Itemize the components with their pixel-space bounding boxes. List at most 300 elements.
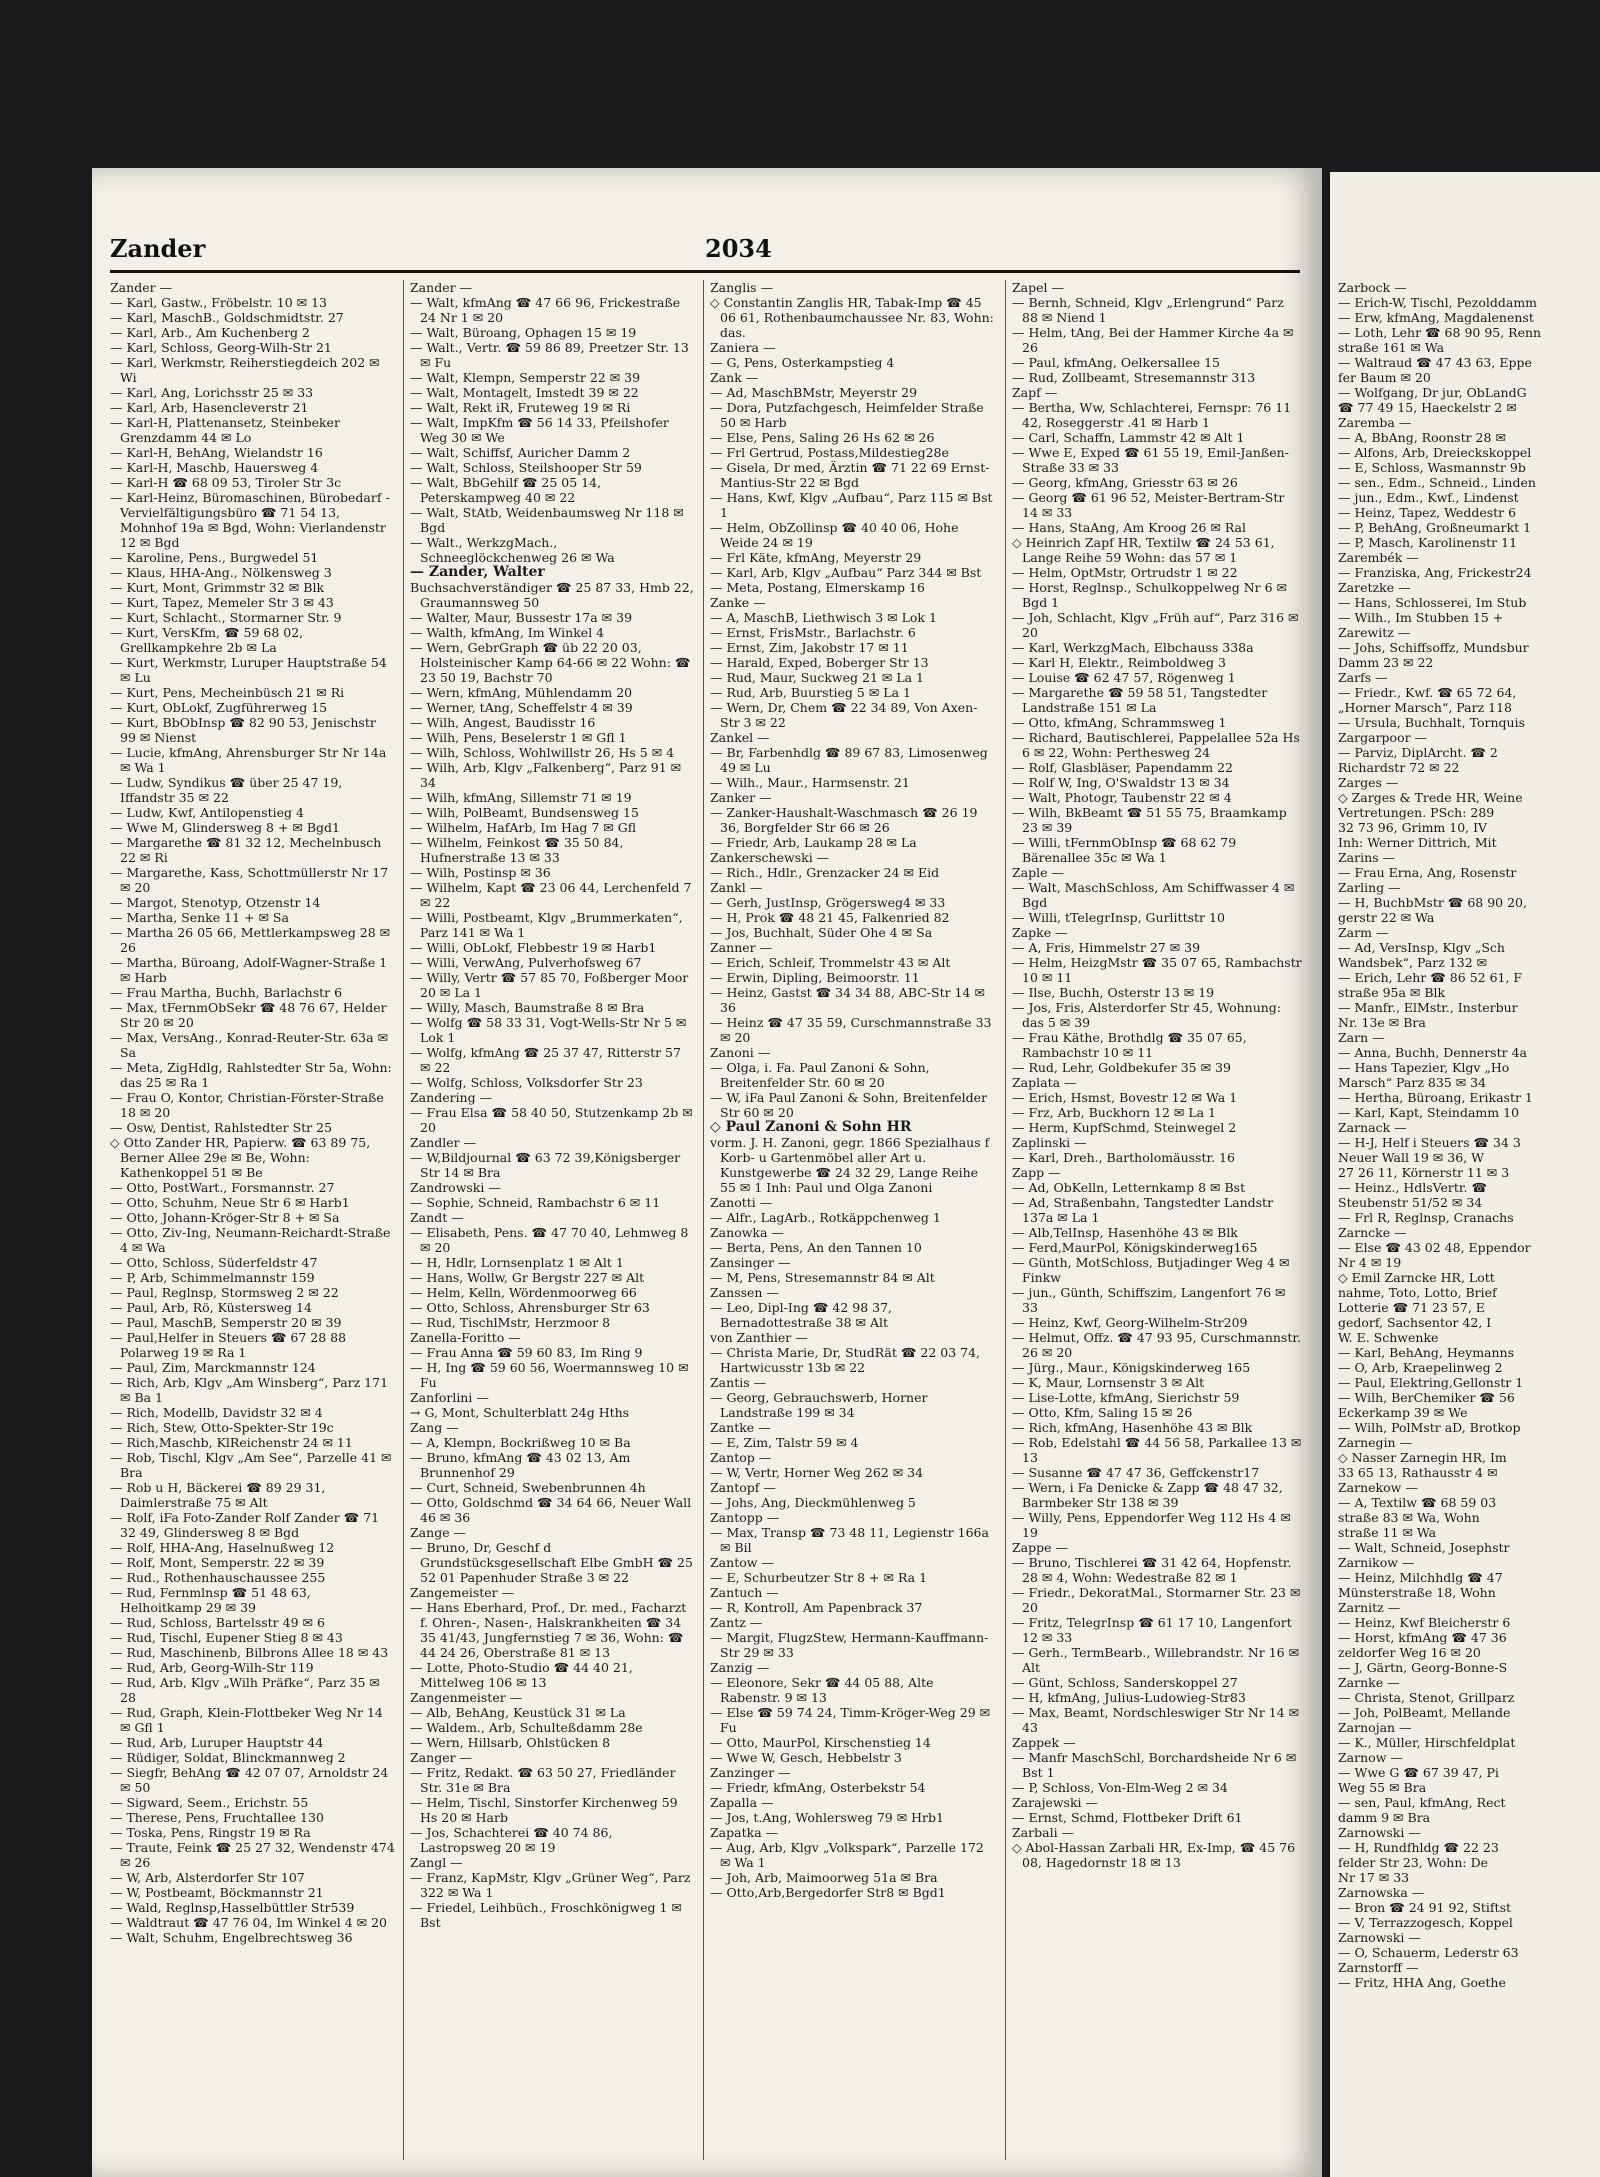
directory-entry: Zanoni — xyxy=(710,1045,771,1060)
directory-entry: — Joh, Schlacht, Klgv „Früh auf“, Parz 316 ✉ 20 xyxy=(1012,610,1299,640)
facing-entry: — P, BehAng, Großneumarkt 1 xyxy=(1338,520,1532,535)
directory-entry: Zaplata — xyxy=(1012,1075,1077,1090)
directory-entry: — Helm, HeizgMstr ☎ 35 07 65, Rambachstr 10 ✉ 11 xyxy=(1012,955,1302,985)
directory-entry: Zaniera — xyxy=(710,340,776,355)
directory-entry: — Otto, Goldschmd ☎ 34 64 66, Neuer Wall 46 ✉ 36 xyxy=(410,1495,692,1525)
directory-entry: — Bruno, Tischlerei ☎ 31 42 64, Hopfenstr. 28 ✉ 4, Wohn: Wedestraße 82 ✉ 1 xyxy=(1012,1555,1292,1585)
directory-entry: Zantke — xyxy=(710,1420,771,1435)
directory-entry: Zanker — xyxy=(710,790,772,805)
directory-entry: — A, Fris, Himmelstr 27 ✉ 39 xyxy=(1012,940,1201,955)
directory-entry: — Frau O, Kontor, Christian-Förster-Straße 18 ✉ 20 xyxy=(110,1090,384,1120)
directory-entry: — Rud, Fernmlnsp ☎ 51 48 63, Helhoitkamp 29 ✉ 39 xyxy=(110,1585,311,1615)
directory-entry: — Wern, kfmAng, Mühlendamm 20 xyxy=(410,685,633,700)
directory-entry: Zapalla — xyxy=(710,1795,774,1810)
facing-entry: damm 9 ✉ Bra xyxy=(1338,1810,1431,1825)
facing-entry: — sen, Paul, kfmAng, Rect xyxy=(1338,1795,1506,1810)
directory-entry: — Otto, Schloss, Ahrensburger Str 63 xyxy=(410,1300,650,1315)
directory-entry: — Johs, Ang, Dieckmühlenweg 5 xyxy=(710,1495,916,1510)
directory-entry: — Meta, Postang, Elmerskamp 16 xyxy=(710,580,925,595)
directory-entry: — Jos, Schachterei ☎ 40 74 86, Lastropsweg 20 ✉ 19 xyxy=(410,1825,613,1855)
directory-entry: vorm. J. H. Zanoni, gegr. 1866 Spezialhaus f Korb- u Gartenmöbel aller Art u. Kunstgewerbe ☎ 24 32 29, Lange Reihe 55 ✉ 1 Inh: Paul und Olga Zanoni xyxy=(710,1135,990,1195)
directory-entry: — Bertha, Ww, Schlachterei, Fernspr: 76 11 42, Roseggerstr .41 ✉ Harb 1 xyxy=(1012,400,1292,430)
directory-entry: — Sophie, Schneid, Rambachstr 6 ✉ 11 xyxy=(410,1195,661,1210)
facing-entry: — O, Schauerm, Lederstr 63 xyxy=(1338,1945,1519,1960)
facing-entry: — H-J, Helf i Steuers ☎ 34 3 xyxy=(1338,1135,1521,1150)
directory-entry: — Rolf, Mont, Semperstr. 22 ✉ 39 xyxy=(110,1555,325,1570)
facing-entry: Zarnowski — xyxy=(1338,1930,1421,1945)
facing-entry: — Frau Erna, Ang, Rosenstr xyxy=(1338,865,1517,880)
directory-entry: — Heinz, Gastst ☎ 34 34 88, ABC-Str 14 ✉ 36 xyxy=(710,985,985,1015)
facing-entry: — Bron ☎ 24 91 92, Stiftst xyxy=(1338,1900,1512,1915)
facing-entry: — H, BuchbMstr ☎ 68 90 20, xyxy=(1338,895,1527,910)
directory-entry: Zangemeister — xyxy=(410,1585,515,1600)
directory-entry: — Otto, Kfm, Saling 15 ✉ 26 xyxy=(1012,1405,1193,1420)
directory-entry: — Frl Gertrud, Postass,Mildestieg28e xyxy=(710,445,949,460)
directory-entry: — Otto, Ziv-Ing, Neumann-Reichardt-Straße 4 ✉ Wa xyxy=(110,1225,391,1255)
directory-entry: — Carl, Schaffn, Lammstr 42 ✉ Alt 1 xyxy=(1012,430,1245,445)
directory-entry: Zantuch — xyxy=(710,1585,779,1600)
column-divider xyxy=(703,280,704,2160)
facing-entry: — Hertha, Büroang, Erikastr 1 xyxy=(1338,1090,1533,1105)
directory-entry: — Zander, Walter xyxy=(410,564,545,580)
directory-entry: Zappek — xyxy=(1012,1735,1076,1750)
directory-entry: — Ludw, Syndikus ☎ über 25 47 19, Iffandstr 35 ✉ 22 xyxy=(110,775,343,805)
facing-entry: — Heinz., HdlsVertr. ☎ xyxy=(1338,1180,1488,1195)
facing-entry: — Horst, kfmAng ☎ 47 36 xyxy=(1338,1630,1507,1645)
directory-entry: Zapp — xyxy=(1012,1165,1061,1180)
directory-entry: — Curt, Schneid, Swebenbrunnen 4h xyxy=(410,1480,646,1495)
directory-entry: — Wilhelm, Feinkost ☎ 35 50 84, Hufnerstraße 13 ✉ 33 xyxy=(410,835,624,865)
directory-entry: — Dora, Putzfachgesch, Heimfelder Straße 50 ✉ Harb xyxy=(710,400,984,430)
directory-entry: — Kurt, Tapez, Memeler Str 3 ✉ 43 xyxy=(110,595,334,610)
directory-entry: Zarajewski — xyxy=(1012,1795,1098,1810)
directory-entry: — Helm, ObZollinsp ☎ 40 40 06, Hohe Weide 24 ✉ 19 xyxy=(710,520,959,550)
facing-entry: Zarbock — xyxy=(1338,280,1407,295)
facing-entry: — Christa, Stenot, Grillparz xyxy=(1338,1690,1515,1705)
directory-entry: — Max, Beamt, Nordschleswiger Str Nr 14 ✉ 43 xyxy=(1012,1705,1300,1735)
directory-entry: — Gerh., TermBearb., Willebrandstr. Nr 16 ✉ Alt xyxy=(1012,1645,1300,1675)
directory-entry: — H, kfmAng, Julius-Ludowieg-Str83 xyxy=(1012,1690,1246,1705)
directory-entry: — Alb, BehAng, Keustück 31 ✉ La xyxy=(410,1705,626,1720)
directory-entry: — P, Schloss, Von-Elm-Weg 2 ✉ 34 xyxy=(1012,1780,1228,1795)
facing-entry: Zarnikow — xyxy=(1338,1555,1415,1570)
facing-entry: 32 73 96, Grimm 10, IV xyxy=(1338,820,1488,835)
facing-entry: Nr 17 ✉ 33 xyxy=(1338,1870,1410,1885)
running-head-surname: Zander xyxy=(110,234,206,263)
directory-entry: — Rud., Rothenhauschaussee 255 xyxy=(110,1570,326,1585)
directory-entry: Zarbali — xyxy=(1012,1825,1075,1840)
directory-entry: — W,Bildjournal ☎ 63 72 39,Königsberger Str 14 ✉ Bra xyxy=(410,1150,681,1180)
directory-entry: — Friedel, Leihbüch., Froschkönigweg 1 ✉ Bst xyxy=(410,1900,682,1930)
directory-entry: — Wolfg, Schloss, Volksdorfer Str 23 xyxy=(410,1075,643,1090)
directory-entry: — W, Vertr, Horner Weg 262 ✉ 34 xyxy=(710,1465,924,1480)
directory-entry: — Otto, Schuhm, Neue Str 6 ✉ Harb1 xyxy=(110,1195,350,1210)
directory-entry: — Kurt, VersKfm, ☎ 59 68 02, Grellkampkehre 2b ✉ La xyxy=(110,625,304,655)
column-1 xyxy=(110,280,395,2160)
facing-entry: Münsterstraße 18, Wohn xyxy=(1338,1585,1496,1600)
directory-entry: — Bernh, Schneid, Klgv „Erlengrund“ Parz 88 ✉ Niend 1 xyxy=(1012,295,1284,325)
directory-entry: Zantz — xyxy=(710,1615,763,1630)
directory-entry: — Rud, Zollbeamt, Stresemannstr 313 xyxy=(1012,370,1256,385)
directory-entry: — Rud, Schloss, Bartelsstr 49 ✉ 6 xyxy=(110,1615,325,1630)
directory-entry: — Otto, Johann-Kröger-Str 8 + ✉ Sa xyxy=(110,1210,340,1225)
directory-entry: — Rich., Hdlr., Grenzacker 24 ✉ Eid xyxy=(710,865,940,880)
facing-entry: — V, Terrazzogesch, Koppel xyxy=(1338,1915,1513,1930)
directory-entry: — Karl, Ang, Lorichsstr 25 ✉ 33 xyxy=(110,385,314,400)
directory-entry: Zankl — xyxy=(710,880,763,895)
directory-entry: Zapel — xyxy=(1012,280,1065,295)
facing-entry: Zarins — xyxy=(1338,850,1396,865)
directory-entry: — Max, Transp ☎ 73 48 11, Legienstr 166a ✉ Bil xyxy=(710,1525,989,1555)
directory-entry: Zapke — xyxy=(1012,925,1068,940)
directory-entry: — Kurt, BbObInsp ☎ 82 90 53, Jenischstr 99 ✉ Nienst xyxy=(110,715,376,745)
directory-entry: — Klaus, HHA-Ang., Nölkensweg 3 xyxy=(110,565,332,580)
directory-entry: — Margarethe, Kass, Schottmüllerstr Nr 17 ✉ 20 xyxy=(110,865,389,895)
directory-entry: — Lise-Lotte, kfmAng, Sierichstr 59 xyxy=(1012,1390,1240,1405)
facing-entry: — Wilh, BerChemiker ☎ 56 xyxy=(1338,1390,1515,1405)
directory-entry: — Wern, GebrGraph ☎ üb 22 20 03, Holsteinischer Kamp 64-66 ✉ 22 Wohn: ☎ 23 50 19, Bachstr 70 xyxy=(410,640,691,685)
directory-entry: — Karl, MaschB., Goldschmidtstr. 27 xyxy=(110,310,344,325)
facing-entry: — Waltraud ☎ 47 43 63, Eppe xyxy=(1338,355,1532,370)
directory-entry: — Paul, kfmAng, Oelkersallee 15 xyxy=(1012,355,1220,370)
facing-entry: straße 161 ✉ Wa xyxy=(1338,340,1445,355)
directory-entry: — Therese, Pens, Fruchtallee 130 xyxy=(110,1810,324,1825)
facing-entry: — Anna, Buchh, Dennerstr 4a xyxy=(1338,1045,1527,1060)
directory-entry: — Walt., WerkzgMach., Schneeglöckchenweg 26 ✉ Wa xyxy=(410,535,615,565)
directory-entry: — Hans, StaAng, Am Kroog 26 ✉ Ral xyxy=(1012,520,1246,535)
directory-entry: — Wilh, Schloss, Wohlwillstr 26, Hs 5 ✉ 4 xyxy=(410,745,675,760)
directory-entry: — Rob u H, Bäckerei ☎ 89 29 31, Daimlerstraße 75 ✉ Alt xyxy=(110,1480,326,1510)
directory-entry: — Margit, FlugzStew, Hermann-Kauffmann-Str 29 ✉ 33 xyxy=(710,1630,989,1660)
facing-entry: Zarnke — xyxy=(1338,1675,1400,1690)
facing-entry: 33 65 13, Rathausstr 4 ✉ xyxy=(1338,1465,1498,1480)
directory-entry: — Lucie, kfmAng, Ahrensburger Str Nr 14a ✉ Wa 1 xyxy=(110,745,387,775)
directory-entry: — Rud, Arb, Georg-Wilh-Str 119 xyxy=(110,1660,314,1675)
directory-entry: Zandt — xyxy=(410,1210,464,1225)
directory-entry: Zang — xyxy=(410,1420,459,1435)
directory-entry: — Lotte, Photo-Studio ☎ 44 40 21, Mittelweg 106 ✉ 13 xyxy=(410,1660,633,1690)
directory-entry: — Ad, Straßenbahn, Tangstedter Landstr 137a ✉ La 1 xyxy=(1012,1195,1274,1225)
directory-entry: — Paul,Helfer in Steuers ☎ 67 28 88 Polarweg 19 ✉ Ra 1 xyxy=(110,1330,347,1360)
directory-entry: Zandering — xyxy=(410,1090,493,1105)
directory-entry: — Wilh, BkBeamt ☎ 51 55 75, Braamkamp 23 ✉ 39 xyxy=(1012,805,1287,835)
directory-entry: — Walt, Klempn, Semperstr 22 ✉ 39 xyxy=(410,370,641,385)
directory-entry: — Jos, Fris, Alsterdorfer Str 45, Wohnung: das 5 ✉ 39 xyxy=(1012,1000,1282,1030)
directory-entry: — Rud, Maur, Suckweg 21 ✉ La 1 xyxy=(710,670,925,685)
facing-entry: — Wolfgang, Dr jur, ObLandG xyxy=(1338,385,1527,400)
facing-entry: Steubenstr 51/52 ✉ 34 xyxy=(1338,1195,1483,1210)
directory-entry: — Olga, i. Fa. Paul Zanoni & Sohn, Breitenfelder Str. 60 ✉ 20 xyxy=(710,1060,930,1090)
directory-entry: — A, Klempn, Bockrißweg 10 ✉ Ba xyxy=(410,1435,631,1450)
directory-entry: — Walt, Photogr, Taubenstr 22 ✉ 4 xyxy=(1012,790,1232,805)
directory-entry: — Georg, Gebrauchswerb, Horner Landstraße 199 ✉ 34 xyxy=(710,1390,928,1420)
facing-entry: — Heinz, Milchhdlg ☎ 47 xyxy=(1338,1570,1503,1585)
directory-entry: — Rud, Arb, Luruper Hauptstr 44 xyxy=(110,1735,324,1750)
directory-entry: — Willi, tTelegrInsp, Gurlittstr 10 xyxy=(1012,910,1225,925)
directory-entry: ◇ Abol-Hassan Zarbali HR, Ex-Imp, ☎ 45 76 08, Hagedornstr 18 ✉ 13 xyxy=(1012,1840,1296,1870)
facing-entry: Inh: Werner Dittrich, Mit xyxy=(1338,835,1497,850)
directory-entry: — Harald, Exped, Boberger Str 13 xyxy=(710,655,929,670)
directory-entry: — Karl-Heinz, Büromaschinen, Bürobedarf - Vervielfältigungsbüro ☎ 71 54 13, Mohnhof 19a ✉ Bgd, Wohn: Vierlandenstr 12 ✉ Bgd xyxy=(110,490,390,550)
facing-entry: Zaretzke — xyxy=(1338,580,1411,595)
facing-entry: Weg 55 ✉ Bra xyxy=(1338,1780,1427,1795)
directory-entry: — Martha, Büroang, Adolf-Wagner-Straße 1 ✉ Harb xyxy=(110,955,388,985)
directory-entry: Zanner — xyxy=(710,940,773,955)
directory-entry: — Kurt, Pens, Mecheinbüsch 21 ✉ Ri xyxy=(110,685,345,700)
facing-entry: — J, Gärtn, Georg-Bonne-S xyxy=(1338,1660,1508,1675)
facing-page-column xyxy=(1338,280,1600,2160)
directory-entry: — Walt., Vertr. ☎ 59 86 89, Preetzer Str. 13 ✉ Fu xyxy=(410,340,689,370)
directory-entry: — Wilh, Pens, Beselerstr 1 ✉ Gfl 1 xyxy=(410,730,627,745)
directory-entry: — Fritz, TelegrInsp ☎ 61 17 10, Langenfort 12 ✉ 33 xyxy=(1012,1615,1292,1645)
directory-entry: — Richard, Bautischlerei, Pappelallee 52a Hs 6 ✉ 22, Wohn: Perthesweg 24 xyxy=(1012,730,1300,760)
directory-entry: — Margarethe ☎ 81 32 12, Mechelnbusch 22 ✉ Ri xyxy=(110,835,382,865)
facing-entry: — Walt, Schneid, Josephstr xyxy=(1338,1540,1510,1555)
facing-entry: — Fritz, HHA Ang, Goethe xyxy=(1338,1975,1506,1990)
facing-entry: Damm 23 ✉ 22 xyxy=(1338,655,1434,670)
directory-entry: — Wolfg, kfmAng ☎ 25 37 47, Ritterstr 57 ✉ 22 xyxy=(410,1045,681,1075)
directory-entry: — Friedr, kfmAng, Osterbekstr 54 xyxy=(710,1780,926,1795)
column-4 xyxy=(1012,280,1302,2160)
directory-entry: — Alb,TelInsp, Hasenhöhe 43 ✉ Blk xyxy=(1012,1225,1238,1240)
directory-entry: Zanzig — xyxy=(710,1660,770,1675)
directory-entry: — Walt, kfmAng ☎ 47 66 96, Frickestraße 24 Nr 1 ✉ 20 xyxy=(410,295,681,325)
directory-entry: — Toska, Pens, Ringstr 19 ✉ Ra xyxy=(110,1825,311,1840)
directory-entry: — Friedr, Arb, Laukamp 28 ✉ La xyxy=(710,835,917,850)
facing-entry: Zarnegin — xyxy=(1338,1435,1413,1450)
facing-entry: ◇ Emil Zarncke HR, Lott xyxy=(1338,1270,1495,1285)
column-2 xyxy=(410,280,695,2160)
directory-entry: — Otto, kfmAng, Schrammsweg 1 xyxy=(1012,715,1227,730)
facing-entry: — Paul, Elektring,Gellonstr 1 xyxy=(1338,1375,1524,1390)
directory-entry: — Frl Käte, kfmAng, Meyerstr 29 xyxy=(710,550,922,565)
directory-entry: — Karl-H ☎ 68 09 53, Tiroler Str 3c xyxy=(110,475,342,490)
column-divider xyxy=(1005,280,1006,2160)
directory-entry: Zangenmeister — xyxy=(410,1690,523,1705)
page-header xyxy=(110,234,1310,274)
directory-entry: — Willy, Vertr ☎ 57 85 70, Foßberger Moor 20 ✉ La 1 xyxy=(410,970,689,1000)
directory-entry: — Eleonore, Sekr ☎ 44 05 88, Alte Rabenstr. 9 ✉ 13 xyxy=(710,1675,934,1705)
directory-entry: — Ad, ObKelln, Letternkamp 8 ✉ Bst xyxy=(1012,1180,1246,1195)
directory-entry: — Meta, ZigHdlg, Rahlstedter Str 5a, Wohn: das 25 ✉ Ra 1 xyxy=(110,1060,392,1090)
facing-entry: — Heinz, Kwf Bleicherstr 6 xyxy=(1338,1615,1511,1630)
facing-entry: Marsch“ Parz 835 ✉ 34 xyxy=(1338,1075,1487,1090)
directory-entry: — Helmut, Offz. ☎ 47 93 95, Curschmannstr. 26 ✉ 20 xyxy=(1012,1330,1301,1360)
directory-entry: — Ad, MaschBMstr, Meyerstr 29 xyxy=(710,385,918,400)
page-number: 2034 xyxy=(705,234,772,263)
directory-entry: ◇ Constantin Zanglis HR, Tabak-Imp ☎ 45 06 61, Rothenbaumchaussee Nr. 83, Wohn: das. xyxy=(710,295,994,340)
facing-entry: straße 95a ✉ Blk xyxy=(1338,985,1446,1000)
facing-entry: — Ad, VersInsp, Klgv „Sch xyxy=(1338,940,1505,955)
directory-entry: — Rolf W, Ing, O'Swaldstr 13 ✉ 34 xyxy=(1012,775,1230,790)
directory-entry: — H, Hdlr, Lornsenplatz 1 ✉ Alt 1 xyxy=(410,1255,624,1270)
directory-entry: — Susanne ☎ 47 47 36, Geffckenstr17 xyxy=(1012,1465,1260,1480)
directory-entry: — Walth, kfmAng, Im Winkel 4 xyxy=(410,625,605,640)
directory-entry: — Walter, Maur, Bussestr 17a ✉ 39 xyxy=(410,610,633,625)
directory-entry: — Ernst, FrisMstr., Barlachstr. 6 xyxy=(710,625,916,640)
directory-entry: ◇ Otto Zander HR, Papierw. ☎ 63 89 75, Berner Allee 29e ✉ Be, Wohn: Kathenkoppel 51 ✉ Be xyxy=(110,1135,371,1180)
facing-entry: Zarncke — xyxy=(1338,1225,1407,1240)
facing-entry: Zarnowska — xyxy=(1338,1885,1425,1900)
facing-entry: Zarembék — xyxy=(1338,550,1419,565)
facing-entry: — Else ☎ 43 02 48, Eppendor xyxy=(1338,1240,1531,1255)
facing-entry: Nr. 13e ✉ Bra xyxy=(1338,1015,1426,1030)
facing-entry: Lotterie ☎ 71 23 57, E xyxy=(1338,1300,1485,1315)
directory-entry: — Max, VersAng., Konrad-Reuter-Str. 63a ✉ Sa xyxy=(110,1030,389,1060)
directory-entry: — Aug, Arb, Klgv „Volkspark“, Parzelle 172 ✉ Wa 1 xyxy=(710,1840,984,1870)
directory-entry: — Wilhelm, Kapt ☎ 23 06 44, Lerchenfeld 7 ✉ 22 xyxy=(410,880,692,910)
directory-entry: — E, Schurbeutzer Str 8 + ✉ Ra 1 xyxy=(710,1570,928,1585)
directory-entry: — Horst, Reglnsp., Schulkoppelweg Nr 6 ✉ Bgd 1 xyxy=(1012,580,1287,610)
directory-entry: — Rüdiger, Soldat, Blinckmannweg 2 xyxy=(110,1750,346,1765)
directory-entry: — Traute, Feink ☎ 25 27 32, Wendenstr 474 ✉ 26 xyxy=(110,1840,395,1870)
directory-entry: — Otto, MaurPol, Kirschenstieg 14 xyxy=(710,1735,931,1750)
directory-entry: — Waldem., Arb, Schulteßdamm 28e xyxy=(410,1720,643,1735)
directory-entry: — E, Zim, Talstr 59 ✉ 4 xyxy=(710,1435,859,1450)
facing-entry: Zaremba — xyxy=(1338,415,1412,430)
facing-entry: zeldorfer Weg 16 ✉ 20 xyxy=(1338,1645,1481,1660)
facing-entry: — sen., Edm., Schneid., Linden xyxy=(1338,475,1536,490)
directory-entry: — Wern, i Fa Denicke & Zapp ☎ 48 47 32, Barmbeker Str 138 ✉ 39 xyxy=(1012,1480,1283,1510)
directory-entry: Zanssen — xyxy=(710,1285,779,1300)
facing-entry: — Erw, kfmAng, Magdalenenst xyxy=(1338,310,1534,325)
directory-entry: Zanotti — xyxy=(710,1195,773,1210)
facing-entry: — Hans Tapezier, Klgv „Ho xyxy=(1338,1060,1510,1075)
facing-entry: nahme, Toto, Lotto, Brief xyxy=(1338,1285,1497,1300)
directory-entry: — Fritz, Redakt. ☎ 63 50 27, Friedländer Str. 31e ✉ Bra xyxy=(410,1765,676,1795)
directory-entry: — Helm, OptMstr, Ortrudstr 1 ✉ 22 xyxy=(1012,565,1238,580)
directory-entry: → G, Mont, Schulterblatt 24g Hths xyxy=(410,1405,630,1420)
directory-entry: — Willi, VerwAng, Pulverhofsweg 67 xyxy=(410,955,642,970)
directory-entry: — Rolf, iFa Foto-Zander Rolf Zander ☎ 71 32 49, Glindersweg 8 ✉ Bgd xyxy=(110,1510,380,1540)
directory-entry: — Kurt, ObLokf, Zugführerweg 15 xyxy=(110,700,328,715)
directory-entry: Zanella-Foritto — xyxy=(410,1330,521,1345)
directory-entry: — Karl, Werkmstr, Reiherstiegdeich 202 ✉ Wi xyxy=(110,355,380,385)
directory-entry: — Helm, Tischl, Sinstorfer Kirchenweg 59 Hs 20 ✉ Harb xyxy=(410,1795,678,1825)
directory-entry: — G, Pens, Osterkampstieg 4 xyxy=(710,355,895,370)
facing-entry: — O, Arb, Kraepelinweg 2 xyxy=(1338,1360,1503,1375)
facing-entry: Zarm — xyxy=(1338,925,1389,940)
facing-entry: — jun., Edm., Kwf., Lindenst xyxy=(1338,490,1519,505)
directory-entry: — Rolf, Glasbläser, Papendamm 22 xyxy=(1012,760,1233,775)
directory-entry: — Heinz ☎ 47 35 59, Curschmannstraße 33 ✉ 20 xyxy=(710,1015,992,1045)
directory-entry: — Walt, Schuhm, Engelbrechtsweg 36 xyxy=(110,1930,353,1945)
directory-entry: Zapf — xyxy=(1012,385,1058,400)
directory-entry: — Wern, Dr, Chem ☎ 22 34 89, Von Axen-Str 3 ✉ 22 xyxy=(710,700,978,730)
directory-entry: Zanzinger — xyxy=(710,1765,791,1780)
directory-entry: — M, Pens, Stresemannstr 84 ✉ Alt xyxy=(710,1270,935,1285)
directory-entry: Zapatka — xyxy=(710,1825,779,1840)
directory-entry: Zandrowski — xyxy=(410,1180,501,1195)
directory-entry: — A, MaschB, Liethwisch 3 ✉ Lok 1 xyxy=(710,610,937,625)
facing-entry: „Horner Marsch“, Parz 118 xyxy=(1338,700,1512,715)
directory-entry: — Hans, Kwf, Klgv „Aufbau“, Parz 115 ✉ Bst 1 xyxy=(710,490,993,520)
facing-entry: Zarnstorff — xyxy=(1338,1960,1419,1975)
facing-entry: — K., Müller, Hirschfeldplat xyxy=(1338,1735,1516,1750)
directory-entry: — P, Arb, Schimmelmannstr 159 xyxy=(110,1270,315,1285)
directory-entry: — Kurt, Schlacht., Stormarner Str. 9 xyxy=(110,610,342,625)
directory-entry: — Margarethe ☎ 59 58 51, Tangstedter Landstraße 151 ✉ La xyxy=(1012,685,1268,715)
directory-entry: Zander — xyxy=(410,280,473,295)
facing-entry: — Wilh., Im Stubben 15 + xyxy=(1338,610,1504,625)
directory-entry: Zantopp — xyxy=(710,1510,780,1525)
directory-entry: — Georg ☎ 61 96 52, Meister-Bertram-Str 14 ✉ 33 xyxy=(1012,490,1285,520)
directory-entry: Zandler — xyxy=(410,1135,477,1150)
directory-entry: — Karl, Dreh., Bartholomäusstr. 16 xyxy=(1012,1150,1235,1165)
directory-entry: — Karl, Arb., Am Kuchenberg 2 xyxy=(110,325,310,340)
directory-entry: Zankerschewski — xyxy=(710,850,830,865)
directory-entry: — Karl, Schloss, Georg-Wilh-Str 21 xyxy=(110,340,332,355)
directory-entry: Zantopf — xyxy=(710,1480,776,1495)
directory-entry: — Helm, tAng, Bei der Hammer Kirche 4a ✉ 26 xyxy=(1012,325,1294,355)
directory-entry: — Walt, Büroang, Ophagen 15 ✉ 19 xyxy=(410,325,637,340)
directory-entry: — Karl, Arb, Hasencleverstr 21 xyxy=(110,400,309,415)
directory-entry: — Walt, ImpKfm ☎ 56 14 33, Pfeilshofer Weg 30 ✉ We xyxy=(410,415,669,445)
directory-entry: — Ilse, Buchh, Osterstr 13 ✉ 19 xyxy=(1012,985,1215,1000)
directory-entry: — Wilh, kfmAng, Sillemstr 71 ✉ 19 xyxy=(410,790,632,805)
directory-entry: — Walt, BbGehilf ☎ 25 05 14, Peterskampweg 40 ✉ 22 xyxy=(410,475,602,505)
directory-entry: — Rud, Lehr, Goldbekufer 35 ✉ 39 xyxy=(1012,1060,1231,1075)
directory-entry: Zansinger — xyxy=(710,1255,791,1270)
directory-entry: — Günt, Schloss, Sanderskoppel 27 xyxy=(1012,1675,1238,1690)
facing-entry: Zarnow — xyxy=(1338,1750,1403,1765)
facing-entry: straße 11 ✉ Wa xyxy=(1338,1525,1437,1540)
directory-entry: — Rud, Tischl, Eupener Stieg 8 ✉ 43 xyxy=(110,1630,343,1645)
directory-entry: — Rud, Arb, Buurstieg 5 ✉ La 1 xyxy=(710,685,911,700)
directory-entry: — Werner, tAng, Scheffelstr 4 ✉ 39 xyxy=(410,700,633,715)
directory-entry: — Rob, Tischl, Klgv „Am See“, Parzelle 41 ✉ Bra xyxy=(110,1450,392,1480)
directory-entry: — Ferd,MaurPol, Königskinderweg165 xyxy=(1012,1240,1258,1255)
facing-entry: Zarfs — xyxy=(1338,670,1388,685)
directory-entry: Zanforlini — xyxy=(410,1390,489,1405)
directory-entry: — Rich,Maschb, KlReichenstr 24 ✉ 11 xyxy=(110,1435,353,1450)
facing-entry: — A, BbAng, Roonstr 28 ✉ xyxy=(1338,430,1506,445)
directory-entry: — Wilh, Angest, Baudisstr 16 xyxy=(410,715,596,730)
facing-entry: Eckerkamp 39 ✉ We xyxy=(1338,1405,1468,1420)
directory-entry: — Wilhelm, HafArb, Im Hag 7 ✉ Gfl xyxy=(410,820,637,835)
facing-entry: Zarnowski — xyxy=(1338,1825,1421,1840)
directory-entry: — Hans Eberhard, Prof., Dr. med., Facharzt f. Ohren-, Nasen-, Halskrankheiten ☎ 34 35 41/43, Jungfernstieg 7 ✉ 36, Wohn: ☎ 44 24 26, Oberstraße 81 ✉ 13 xyxy=(410,1600,687,1660)
directory-entry: — Jos, t.Ang, Wohlersweg 79 ✉ Hrb1 xyxy=(710,1810,944,1825)
directory-entry: — Ernst, Schmd, Flottbeker Drift 61 xyxy=(1012,1810,1243,1825)
directory-entry: — Jürg., Maur., Königskinderweg 165 xyxy=(1012,1360,1251,1375)
facing-entry: Nr 4 ✉ 19 xyxy=(1338,1255,1402,1270)
facing-entry: — Frl R, Reglnsp, Cranachs xyxy=(1338,1210,1514,1225)
directory-entry: ◇ Paul Zanoni & Sohn HR xyxy=(710,1119,912,1135)
directory-entry: — Helm, Kelln, Wördenmoorweg 66 xyxy=(410,1285,637,1300)
directory-entry: — Rud, Graph, Klein-Flottbeker Weg Nr 14 ✉ Gfl 1 xyxy=(110,1705,383,1735)
directory-entry: — Walt, Schiffsf, Auricher Damm 2 xyxy=(410,445,631,460)
directory-entry: — Manfr MaschSchl, Borchardsheide Nr 6 ✉ Bst 1 xyxy=(1012,1750,1297,1780)
directory-entry: — Siegfr, BehAng ☎ 42 07 07, Arnoldstr 24 ✉ 50 xyxy=(110,1765,389,1795)
directory-entry: Zanglis — xyxy=(710,280,774,295)
facing-entry: ☎ 77 49 15, Haeckelstr 2 ✉ xyxy=(1338,400,1517,415)
facing-entry: Neuer Wall 19 ✉ 36, W xyxy=(1338,1150,1484,1165)
facing-entry: — P, Masch, Karolinenstr 11 xyxy=(1338,535,1518,550)
directory-entry: — Osw, Dentist, Rahlstedter Str 25 xyxy=(110,1120,333,1135)
facing-entry: gerstr 22 ✉ Wa xyxy=(1338,910,1435,925)
facing-entry: fer Baum ✉ 20 xyxy=(1338,370,1431,385)
directory-entry: — Wolfg ☎ 58 33 31, Vogt-Wells-Str Nr 5 ✉ Lok 1 xyxy=(410,1015,687,1045)
directory-entry: — Wwe M, Glindersweg 8 + ✉ Bgd1 xyxy=(110,820,340,835)
directory-entry: Zanke — xyxy=(710,595,766,610)
facing-entry: — Ursula, Buchhalt, Tornquis xyxy=(1338,715,1525,730)
directory-entry: — W, Postbeamt, Böckmannstr 21 xyxy=(110,1885,324,1900)
directory-entry: Zank — xyxy=(710,370,759,385)
facing-entry: Wandsbek“, Parz 132 ✉ xyxy=(1338,955,1488,970)
facing-entry: 27 26 11, Körnerstr 11 ✉ 3 xyxy=(1338,1165,1510,1180)
directory-entry: — Hans, Wollw, Gr Bergstr 227 ✉ Alt xyxy=(410,1270,645,1285)
